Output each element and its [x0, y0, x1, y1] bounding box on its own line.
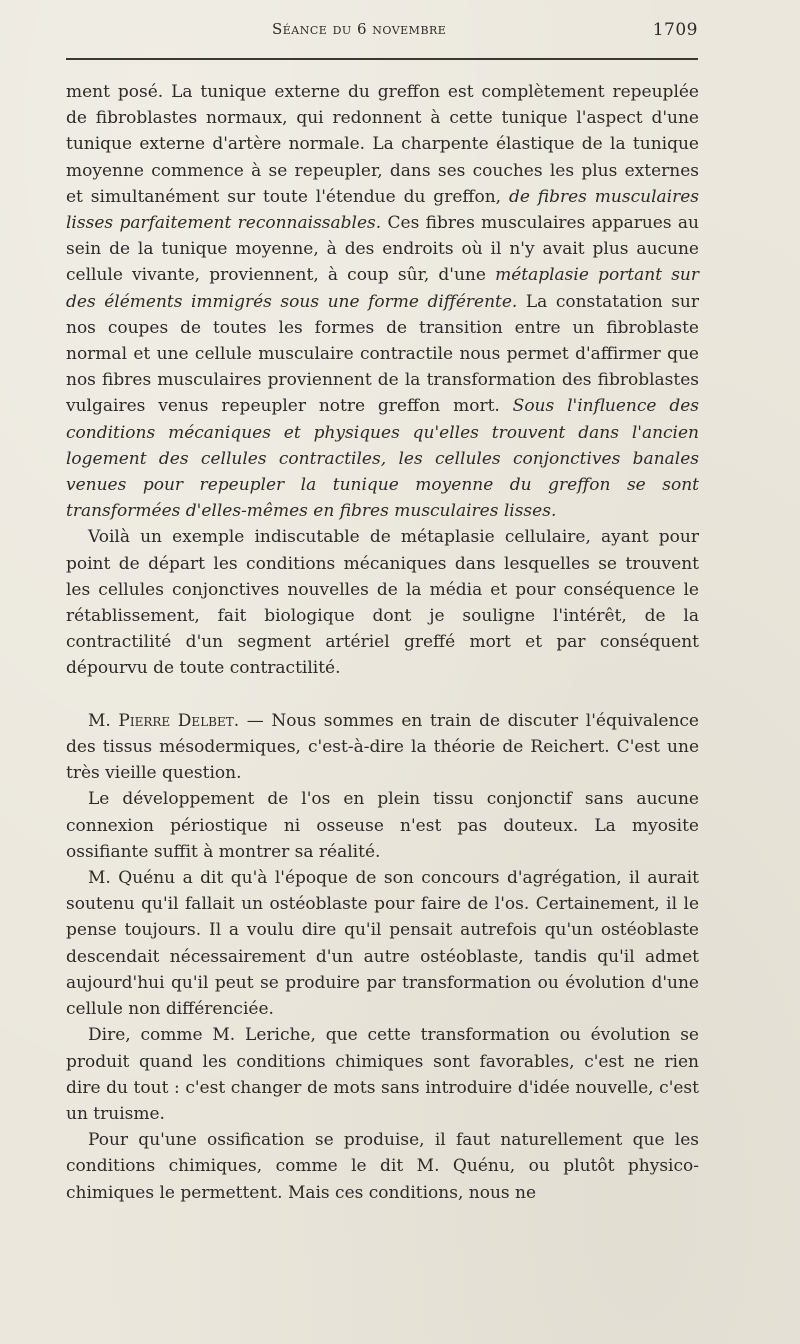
- paragraph-delbet-intervention: [66, 708, 699, 787]
- running-head: [66, 20, 698, 44]
- paragraph-leriche-critique: Dire, comme M. Leriche, que cette transformation ou évolution se produit quand les conditions chimiques sont favorables, c'est ne rien dire du tout : c'est changer de mots sans introduire d'idée nouvelle, c'est un truisme.: [66, 1025, 699, 1124]
- text-span: Ces fibres musculaires apparues au sein de la tunique moyenne, à des endroits où il n'y avait plus aucune cellule vivante, proviennent, à coup sûr, d'une: [66, 213, 699, 286]
- text-span: — Nous sommes en train de discuter l'équivalence des tissus mésodermiques, c'est-à-dire la théorie de Reichert. C'est une très vieille question.: [66, 710, 699, 784]
- running-title: Séance du 6 novembre: [272, 20, 447, 38]
- paragraph-metaplasia-example: Voilà un exemple indiscutable de métaplasie cellulaire, ayant pour point de départ les conditions mécaniques dans lesquelles se trouvent les cellules conjonctives nouvelles de la média et pour conséquence le rétablissement, fait biologique dont je souligne l'intérêt, de la contractilité d'un segment artériel greffé mort et par conséquent dépourvu de toute contractilité.: [66, 527, 699, 679]
- italic-emphasis: de fibres musculaires lisses parfaitement reconnaissables.: [66, 186, 699, 234]
- paragraph-graft-histology: [66, 79, 699, 524]
- speaker-name: M. Pierre Delbet.: [88, 710, 240, 731]
- italic-emphasis: métaplasie portant sur des éléments immigrés sous une forme différente.: [66, 265, 700, 312]
- text-span: ment posé. La tunique externe du greffon est complètement repeuplée de fibroblastes normaux, qui redonnent à cette tunique l'aspect d'une tunique externe d'artère normale. La charpente élastique de la tunique moyenne commence à se repeupler, dans ses couches les plus externes et simultanément sur toute l'étendue du greffon,: [66, 82, 699, 207]
- page-number: 1709: [652, 20, 698, 40]
- text-span: La constatation sur nos coupes de toutes les formes de transition entre un fibroblaste normal et une cellule musculaire contractile nous permet d'affirmer que nos fibres musculaires proviennent de la transformation des fibroblastes vulgaires venus repeupler notre greffon mort.: [66, 291, 699, 417]
- header-rule: [66, 58, 698, 60]
- paragraph-quenu-osteoblast: M. Quénu a dit qu'à l'époque de son concours d'agrégation, il aurait soutenu qu'il fallait un ostéoblaste pour faire de l'os. Certainement, il le pense toujours. Il a voulu dire qu'il pensait autrefois qu'un ostéoblaste descendait nécessairement d'un autre ostéoblaste, tandis qu'il admet aujourd'hui qu'il peut se produire par transformation ou évolution d'une cellule non différenciée.: [66, 868, 699, 1020]
- italic-emphasis: Sous l'influence des conditions mécaniques et physiques qu'elles trouvent dans l'ancien logement des cellules contractiles, les cellules conjonctives banales venues pour repeupler la tunique moyenne du greffon se sont transformées d'elles-mêmes en fibres musculaires lisses.: [66, 396, 699, 522]
- paragraph-bone-development: Le développement de l'os en plein tissu conjonctif sans aucune connexion périostique ni osseuse n'est pas douteux. La myosite ossifiante suffit à montrer sa réalité.: [66, 789, 699, 862]
- body-text: [66, 79, 699, 1206]
- paragraph-ossification-conditions: Pour qu'une ossification se produise, il faut naturellement que les conditions chimiques, comme le dit M. Quénu, ou plutôt physico-chimiques le permettent. Mais ces conditions, nous ne: [66, 1130, 699, 1203]
